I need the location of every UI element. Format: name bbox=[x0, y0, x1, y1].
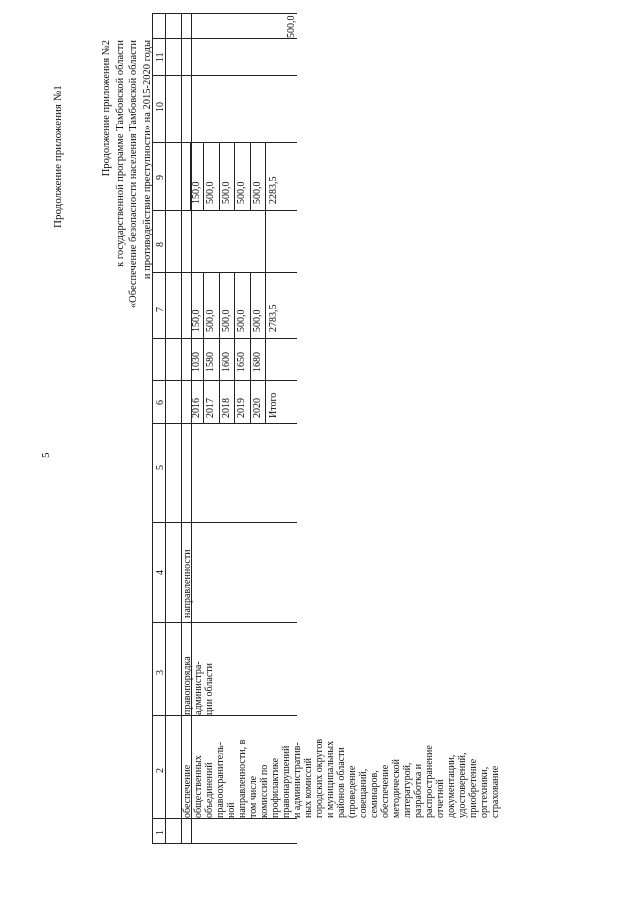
page-number: 5 bbox=[40, 452, 52, 458]
continuation-note-1: Продолжение приложения №1 bbox=[52, 85, 64, 228]
col-num-8: 8 bbox=[155, 242, 166, 247]
year-2019: 2019 bbox=[236, 398, 247, 418]
col-num-11: 11 bbox=[155, 52, 166, 62]
table-border-left bbox=[152, 13, 153, 843]
table-border-header bbox=[165, 13, 166, 843]
year-2017: 2017 bbox=[205, 398, 216, 418]
col-num-7: 7 bbox=[155, 307, 166, 312]
col-num-4: 4 bbox=[155, 570, 166, 575]
col-num-6: 6 bbox=[155, 400, 166, 405]
header-line-2: к государственной программе Тамбовской области bbox=[114, 40, 126, 267]
header-line-4: и противодействие преступности» на 2015-2020 годы bbox=[141, 40, 153, 280]
appendix-header bbox=[100, 40, 154, 360]
col-num-5: 5 bbox=[155, 465, 166, 470]
col-num-2: 2 bbox=[155, 768, 166, 773]
header-line-1: Продолжение приложения №2 bbox=[101, 40, 112, 177]
year-2018: 2018 bbox=[221, 398, 232, 418]
year-2016: 2016 bbox=[191, 398, 202, 418]
col-num-10: 10 bbox=[155, 102, 166, 112]
table-border-right bbox=[181, 13, 182, 843]
table-border-far bbox=[191, 13, 192, 843]
col-num-9: 9 bbox=[155, 175, 166, 180]
header-line-3: «Обеспечение безопасности населения Тамбовской области bbox=[128, 40, 139, 309]
col-num-3: 3 bbox=[155, 670, 166, 675]
year-2020: 2020 bbox=[252, 398, 263, 418]
col-num-1: 1 bbox=[155, 830, 166, 835]
total-label: Итого bbox=[268, 392, 279, 418]
